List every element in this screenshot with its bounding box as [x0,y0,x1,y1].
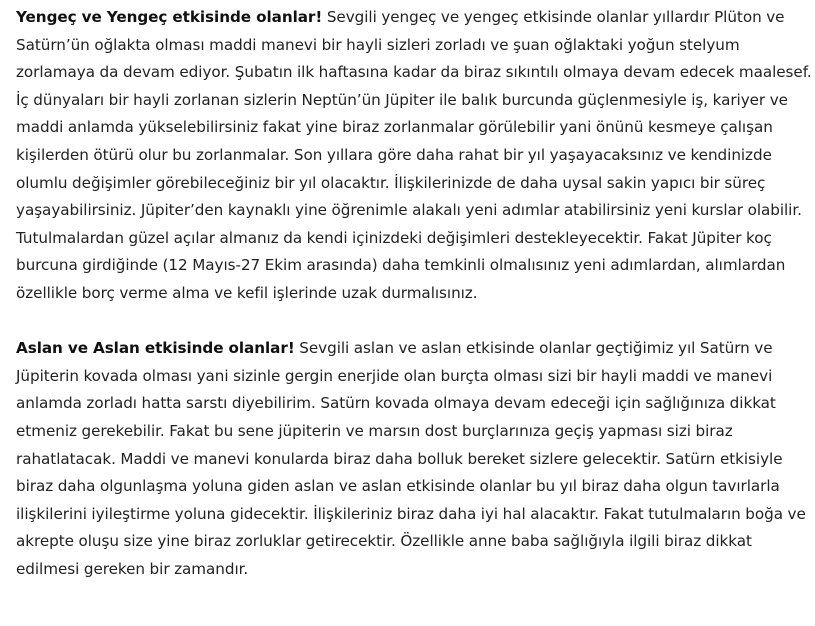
paragraph-text-leo: Sevgili aslan ve aslan etkisinde olanlar geçtiğimiz yıl Satürn ve Jüpiterin kovada olması yani sizinle gergin enerjide olan burçta olması sizi bir hayli maddi ve manevi anlamda zorladı hatta sarstı diyebilirim. Satürn kovada olmaya devam edeceği için sağlığınıza dikkat etmeniz gerekebilir. Fakat bu sene jüpiterin ve marsın dost burçlarınıza geçiş yapması sizi biraz rahatlatacak. Maddi ve manevi konularda biraz daha bolluk bereket sizlere gelecektir. Satürn etkisiyle biraz daha olgunlaşma yoluna giden aslan ve aslan etkisinde olanlar bu yıl biraz daha olgun tavırlarla ilişkilerini iyileştirme yoluna gidecektir. İlişkileriniz biraz daha iyi hal alacaktır. Fakat tutulmaların boğa ve akrepte oluşu size yine biraz zorluklar getirecektir. Özellikle anne baba sağlığıyla ilgili biraz dikkat edilmesi gereken bir zamandır. [16,339,806,578]
article-body [16,4,815,583]
paragraph-text-cancer: Sevgili yengeç ve yengeç etkisinde olanlar yıllardır Plüton ve Satürn’ün oğlakta olması maddi manevi bir hayli sizleri zorladı ve şuan oğlaktaki yoğun stelyum zorlamaya da devam ediyor. Şubatın ilk haftasına kadar da biraz sıkıntılı olmaya devam edecek maalesef. İç dünyaları bir hayli zorlanan sizlerin Neptün’ün Jüpiter ile balık burcunda güçlenmesiyle iş, kariyer ve maddi anlamda yükselebilirsiniz fakat yine biraz zorlanmalar görülebilir yani önünü kesmeye çalışan kişilerden ötürü olur bu zorlanmalar. Son yıllara göre daha rahat bir yıl yaşayacaksınız ve kendinizde olumlu değişimler görebileceğiniz bir yıl olacaktır. İlişkilerinizde de daha uysal sakin yapıcı bir süreç yaşayabilirsiniz. Jüpiter’den kaynaklı yine öğrenimle alakalı yeni adımlar atabilirsiniz yeni kurslar olabilir. Tutulmalardan güzel açılar almanız da kendi içinizdeki değişimleri destekleyecektir. Fakat Jüpiter koç burcuna girdiğinde (12 Mayıs-27 Ekim arasında) daha temkinli olmalısınız yeni adımlardan, alımlardan özellikle borç verme alma ve kefil işlerinde uzak durmalısınız. [16,8,812,302]
paragraph-cancer [16,4,815,308]
paragraph-leo [16,335,815,583]
paragraph-heading-cancer: Yengeç ve Yengeç etkisinde olanlar! [16,8,323,26]
paragraph-heading-leo: Aslan ve Aslan etkisinde olanlar! [16,339,295,358]
